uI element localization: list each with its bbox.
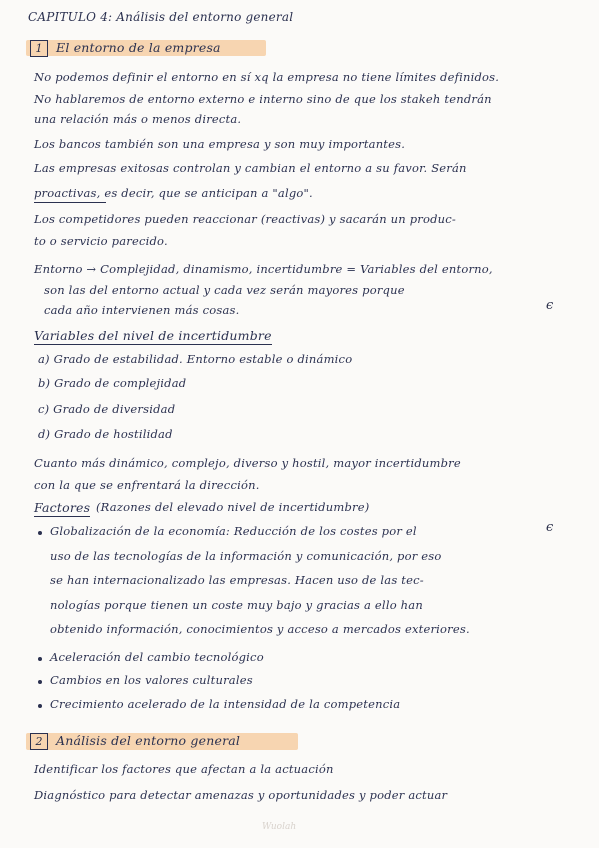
factor-line: uso de las tecnologías de la información y comunicación, por eso	[50, 549, 442, 563]
text-line: proactivas, es decir, que se anticipan a "algo".	[34, 186, 313, 200]
bullet-point	[38, 680, 42, 684]
variables-heading: Variables del nivel de incertidumbre	[34, 328, 272, 343]
text-line: Los bancos también son una empresa y son muy importantes.	[34, 137, 406, 151]
chapter-title: CAPITULO 4: Análisis del entorno general	[28, 10, 294, 24]
section-1-heading: El entorno de la empresa	[56, 40, 221, 55]
factor-line: Cambios en los valores culturales	[50, 673, 253, 687]
text-line: Entorno → Complejidad, dinamismo, incertidumbre = Variables del entorno,	[34, 262, 493, 276]
text-line: to o servicio parecido.	[34, 234, 168, 248]
factor-line: se han internacionalizado las empresas. Hacen uso de las tec-	[50, 573, 424, 587]
margin-mark: ϵ	[546, 520, 554, 535]
section-1-number: 1	[30, 40, 48, 57]
text-line: Las empresas exitosas controlan y cambian el entorno a su favor. Serán	[34, 161, 467, 175]
factores-label: Factores	[34, 500, 91, 515]
summary-line: con la que se enfrentará la dirección.	[34, 478, 260, 492]
bullet-point	[38, 704, 42, 708]
bullet-point	[38, 657, 42, 661]
factores-subtitle: (Razones del elevado nivel de incertidumbre)	[96, 500, 370, 514]
proactivas-underline	[34, 202, 106, 203]
factores-underline	[34, 516, 90, 517]
bullet-point	[38, 531, 42, 535]
text-line: cada año intervienen más cosas.	[44, 303, 240, 317]
margin-mark: ϵ	[546, 298, 554, 313]
factor-line: nologías porque tienen un coste muy bajo y gracias a ello han	[50, 598, 423, 612]
factor-line: Aceleración del cambio tecnológico	[50, 650, 264, 664]
footer-watermark: Wuolah	[262, 822, 297, 832]
variable-item: b) Grado de complejidad	[38, 376, 187, 390]
text-line: Identificar los factores que afectan a la actuación	[34, 762, 334, 776]
factor-line: Crecimiento acelerado de la intensidad de la competencia	[50, 697, 401, 711]
section-2-number: 2	[30, 733, 48, 750]
summary-line: Cuanto más dinámico, complejo, diverso y hostil, mayor incertidumbre	[34, 456, 461, 470]
variables-underline	[34, 344, 272, 345]
variable-item: c) Grado de diversidad	[38, 402, 176, 416]
text-line: No podemos definir el entorno en sí xq la empresa no tiene límites definidos.	[34, 70, 500, 84]
text-line: No hablaremos de entorno externo e interno sino de que los stakeh tendrán	[34, 92, 492, 106]
section-2-heading: Análisis del entorno general	[56, 733, 241, 748]
text-line: son las del entorno actual y cada vez serán mayores porque	[44, 283, 405, 297]
text-line: Los competidores pueden reaccionar (reactivas) y sacarán un produc-	[34, 212, 457, 226]
variable-item: d) Grado de hostilidad	[38, 427, 173, 441]
factor-line: obtenido información, conocimientos y acceso a mercados exteriores.	[50, 622, 470, 636]
variable-item: a) Grado de estabilidad. Entorno estable o dinámico	[38, 352, 353, 366]
text-line: una relación más o menos directa.	[34, 112, 242, 126]
factor-line: Globalización de la economía: Reducción de los costes por el	[50, 524, 417, 538]
text-line: Diagnóstico para detectar amenazas y oportunidades y poder actuar	[34, 788, 448, 802]
